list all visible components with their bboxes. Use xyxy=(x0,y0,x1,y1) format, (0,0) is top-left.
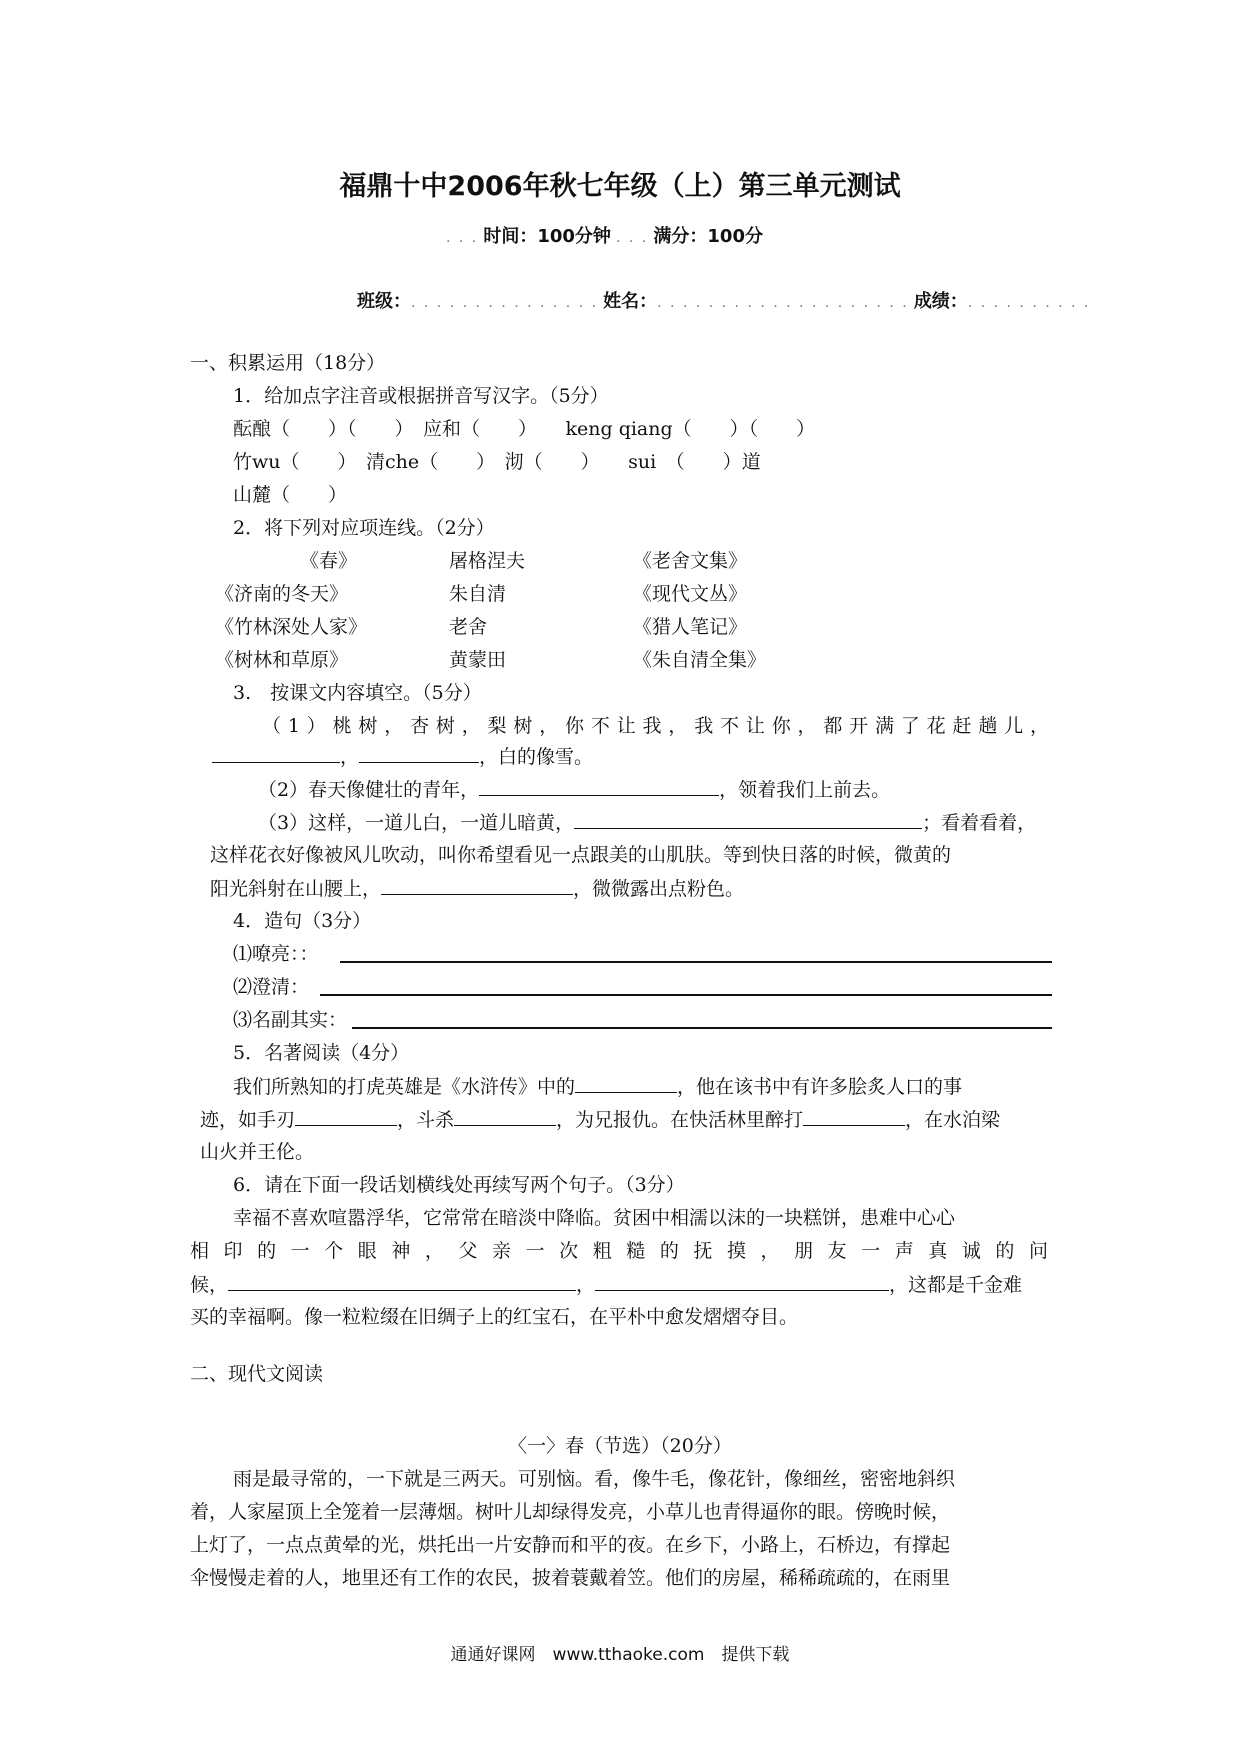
name-label: 姓名： xyxy=(603,291,658,312)
answer-blank[interactable] xyxy=(803,1107,905,1126)
answer-blank[interactable] xyxy=(574,810,922,829)
answer-blank[interactable] xyxy=(454,1107,556,1126)
q4-prompt: 4．造句（3分） xyxy=(233,910,372,932)
q3-end: ，白的像雪。 xyxy=(479,746,594,768)
answer-blank[interactable] xyxy=(359,744,479,763)
q2-col2-item: 屠格涅夫 xyxy=(449,550,526,572)
q2-col1-item: 《树林和草原》 xyxy=(215,649,349,671)
q3-prompt: 3. 按课文内容填空。（5分） xyxy=(233,682,482,704)
q3-part3-line3-end: ，微微露出点粉色。 xyxy=(573,878,745,900)
q1-prompt: 1．给加点字注音或根据拼音写汉字。（5分） xyxy=(233,385,609,407)
q5-line2-text: 迹，如手刃 xyxy=(200,1109,296,1131)
q5-line1 xyxy=(233,1074,962,1099)
q3-part3 xyxy=(258,810,1036,835)
q5-line2-text: ，斗杀 xyxy=(397,1109,455,1131)
class-field[interactable]: . . . . . . . . . . . . . . . xyxy=(411,295,599,311)
section1-heading: 一、积累运用（18分） xyxy=(190,352,386,374)
q3-part2 xyxy=(258,777,890,802)
q5-line2 xyxy=(200,1107,1000,1132)
q2-col1-item: 《济南的冬天》 xyxy=(215,583,349,605)
grade-label: 成绩： xyxy=(913,291,968,312)
passage-title: 〈一〉春（节选）（20分） xyxy=(508,1435,732,1457)
q6-line3 xyxy=(190,1272,1022,1297)
q6-line2: 相印的一个眼神，父亲一次粗糙的抚摸，朋友一声真诚的问 xyxy=(190,1240,1052,1262)
passage-line: 着，人家屋顶上全笼着一层薄烟。树叶儿却绿得发亮，小草儿也青得逼你的眼。傍晚时候， xyxy=(190,1501,951,1523)
q6-line1: 幸福不喜欢喧嚣浮华，它常常在暗淡中降临。贫困中相濡以沫的一块糕饼，患难中心心 xyxy=(233,1207,956,1229)
q3-part3-text: （3）这样，一道儿白，一道儿暗黄， xyxy=(258,812,575,834)
q1-line3: 山麓（ ） xyxy=(233,484,348,506)
q3-sep: ， xyxy=(340,746,360,768)
q5-prompt: 5．名著阅读（4分） xyxy=(233,1042,410,1064)
q2-col3-item: 《老舍文集》 xyxy=(633,550,748,572)
answer-blank[interactable] xyxy=(595,1272,889,1291)
q2-col1-item: 《春》 xyxy=(300,550,358,572)
page-footer: 通通好课网 www.tthaoke.com 提供下载 xyxy=(450,1645,790,1665)
answer-blank[interactable] xyxy=(228,1272,576,1291)
q3-part3-line3 xyxy=(210,876,744,901)
q2-col2-item: 黄蒙田 xyxy=(449,649,507,671)
q5-line2-end: ，在水泊梁 xyxy=(905,1109,1001,1131)
q4-answer-line[interactable] xyxy=(352,1027,1052,1029)
q3-part3-line2: 这样花衣好像被风儿吹动，叫你希望看见一点跟美的山肌肤。等到快日落的时候，微黄的 xyxy=(210,844,952,866)
q6-prompt: 6．请在下面一段话划横线处再续写两个句子。（3分） xyxy=(233,1174,685,1196)
q1-line2: 竹wu（ ） 清che（ ） 沏（ ） sui （ ）道 xyxy=(233,451,761,473)
q3-part3-end: ；看着看着， xyxy=(922,812,1037,834)
q4-item2: ⑵澄清： xyxy=(233,976,310,998)
q6-line3-text: 候， xyxy=(190,1274,229,1296)
passage-line: 雨是最寻常的，一下就是三两天。可别恼。看，像牛毛，像花针，像细丝，密密地斜织 xyxy=(233,1468,956,1490)
answer-blank[interactable] xyxy=(381,876,573,895)
passage-line: 上灯了，一点点黄晕的光，烘托出一片安静而和平的夜。在乡下，小路上，石桥边，有撑起 xyxy=(190,1534,951,1556)
q4-item1: ⑴嘹亮：： xyxy=(233,943,319,965)
answer-blank[interactable] xyxy=(295,1107,397,1126)
answer-blank[interactable] xyxy=(479,777,719,796)
grade-field[interactable]: . . . . . . . . . . xyxy=(967,295,1091,311)
q5-line3: 山火并王伦。 xyxy=(200,1141,315,1163)
student-info-line xyxy=(357,287,1090,313)
q3-part3-line3-text: 阳光斜射在山腰上， xyxy=(210,878,382,900)
q2-col1-item: 《竹林深处人家》 xyxy=(215,616,368,638)
q5-line1-end: ，他在该书中有许多脍炙人口的事 xyxy=(677,1076,963,1098)
q2-prompt: 2．将下列对应项连线。（2分） xyxy=(233,517,495,539)
class-label: 班级： xyxy=(357,291,411,312)
time-label: 时间：100分钟 xyxy=(483,226,611,247)
q2-col2-item: 老舍 xyxy=(449,616,488,638)
q4-item3: ⑶名副其实： xyxy=(233,1009,348,1031)
q4-answer-line[interactable] xyxy=(320,994,1052,996)
q1-line1: 酝酿（ ）（ ） 应和（ ） keng qiang（ ）（ ） xyxy=(233,418,816,440)
q3-part2-end: ，领着我们上前去。 xyxy=(719,779,891,801)
answer-blank[interactable] xyxy=(212,744,340,763)
q6-line3-sep: ， xyxy=(576,1274,596,1296)
passage-line: 伞慢慢走着的人，地里还有工作的农民，披着蓑戴着笠。他们的房屋，稀稀疏疏的，在雨里 xyxy=(190,1567,951,1589)
answer-blank[interactable] xyxy=(575,1074,677,1093)
score-label: 满分：100分 xyxy=(653,226,763,247)
q2-col2-item: 朱自清 xyxy=(449,583,507,605)
q6-line3-end: ，这都是千金难 xyxy=(889,1274,1023,1296)
name-field[interactable]: . . . . . . . . . . . . . . . . . . . . xyxy=(657,295,909,311)
q5-line1-text: 我们所熟知的打虎英雄是《水浒传》中的 xyxy=(233,1076,576,1098)
q3-part1-line2 xyxy=(212,744,593,769)
leader-dots: . . . xyxy=(446,230,479,246)
section2-heading: 二、现代文阅读 xyxy=(190,1363,324,1385)
q6-line4: 买的幸福啊。像一粒粒缀在旧绸子上的红宝石，在平朴中愈发熠熠夺目。 xyxy=(190,1306,799,1328)
q2-col3-item: 《猎人笔记》 xyxy=(633,616,748,638)
q2-col3-item: 《朱自清全集》 xyxy=(633,649,767,671)
time-score-line xyxy=(446,222,763,248)
q4-answer-line[interactable] xyxy=(340,961,1052,963)
page-title: 福鼎十中2006年秋七年级（上）第三单元测试 xyxy=(339,171,901,202)
q2-col3-item: 《现代文丛》 xyxy=(633,583,748,605)
q3-part1-line1: （1）桃树，杏树，梨树，你不让我，我不让你，都开满了花赶趟儿， xyxy=(262,715,1052,737)
q3-part2-text: （2）春天像健壮的青年， xyxy=(258,779,480,801)
leader-dots: . . . xyxy=(616,230,649,246)
q5-line2-text: ，为兄报仇。在快活林里醉打 xyxy=(556,1109,804,1131)
